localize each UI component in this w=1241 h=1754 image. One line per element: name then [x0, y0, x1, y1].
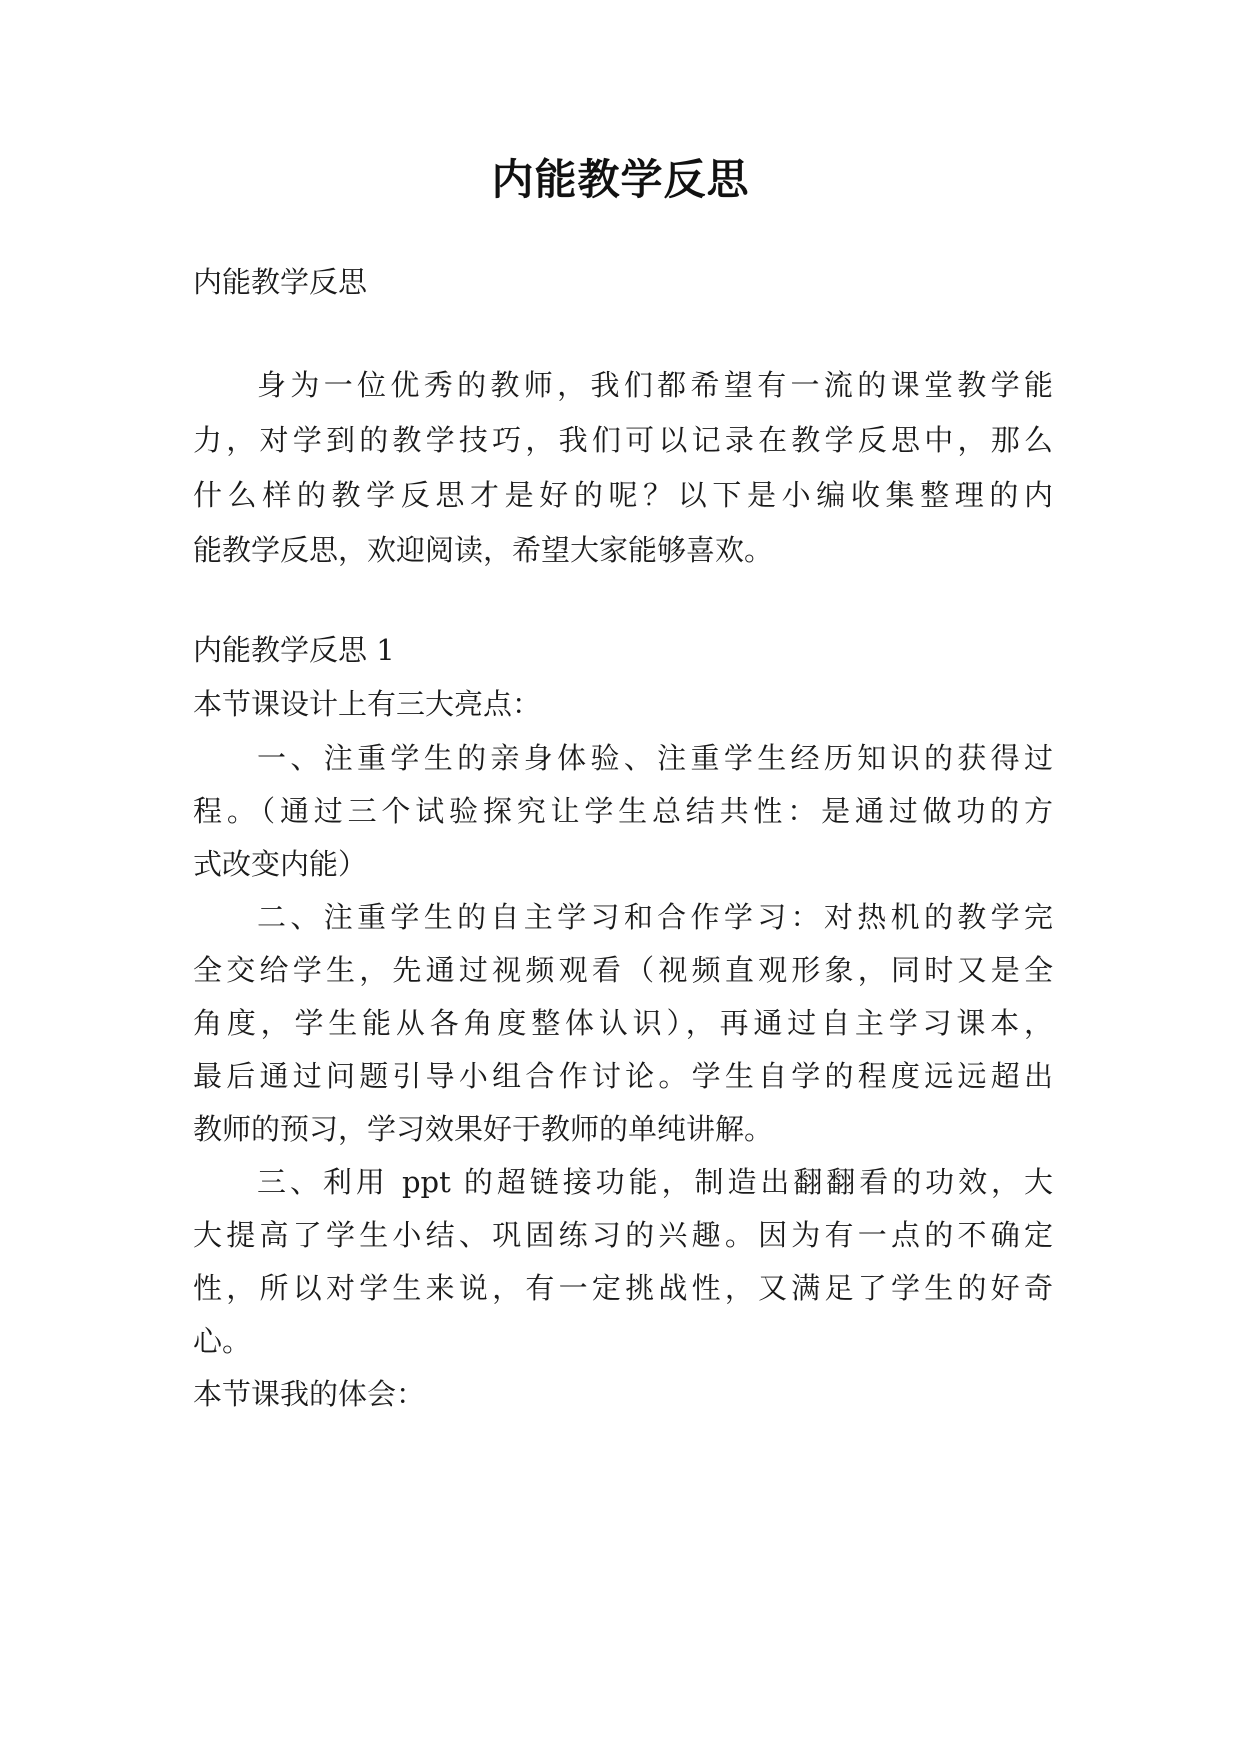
point-line: 教师的预习，学习效果好于教师的单纯讲解。 — [193, 1112, 774, 1146]
section-experience: 本节课我的体会： — [193, 1377, 426, 1411]
point-line: 三、利用 ppt 的超链接功能，制造出翻翻看的功效，大 — [257, 1165, 1053, 1199]
point-line: 一、注重学生的亲身体验、注重学生经历知识的获得过 — [257, 741, 1053, 775]
section-lead: 本节课设计上有三大亮点： — [193, 687, 542, 721]
point-line: 程。（通过三个试验探究让学生总结共性：是通过做功的方 — [193, 794, 1053, 828]
intro-line: 什么样的教学反思才是好的呢？以下是小编收集整理的内 — [193, 478, 1053, 512]
point-line: 全交给学生，先通过视频观看（视频直观形象，同时又是全 — [193, 953, 1053, 987]
point-line: 最后通过问题引导小组合作讨论。学生自学的程度远远超出 — [193, 1059, 1053, 1093]
point-line: 性，所以对学生来说，有一定挑战性，又满足了学生的好奇 — [193, 1271, 1053, 1305]
point-line: 二、注重学生的自主学习和合作学习：对热机的教学完 — [257, 900, 1053, 934]
point-line: 角度，学生能从各角度整体认识），再通过自主学习课本， — [193, 1006, 1053, 1040]
document-title: 内能教学反思 — [491, 155, 750, 204]
point-line: 式改变内能） — [193, 847, 368, 881]
intro-line: 身为一位优秀的教师，我们都希望有一流的课堂教学能 — [257, 368, 1053, 402]
intro-line: 力，对学到的教学技巧，我们可以记录在教学反思中，那么 — [193, 423, 1053, 457]
section-heading: 内能教学反思 1 — [193, 633, 395, 667]
document-subtitle: 内能教学反思 — [193, 265, 368, 299]
point-line: 大提高了学生小结、巩固练习的兴趣。因为有一点的不确定 — [193, 1218, 1053, 1252]
intro-line: 能教学反思，欢迎阅读，希望大家能够喜欢。 — [193, 533, 774, 567]
point-line: 心。 — [193, 1324, 252, 1358]
